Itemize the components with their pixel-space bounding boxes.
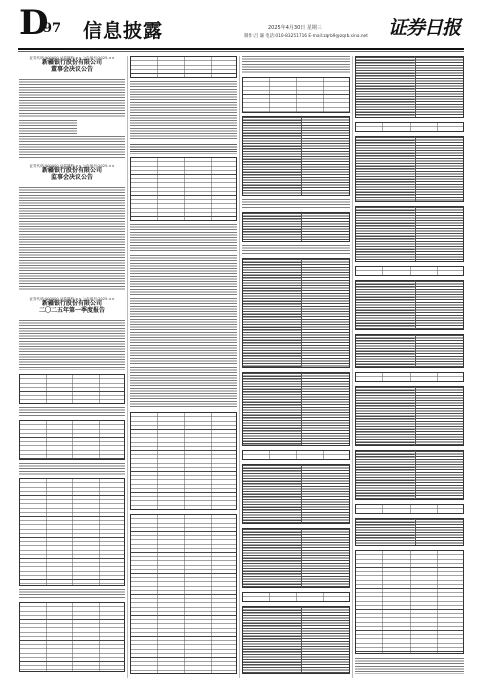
signature-table xyxy=(355,266,464,276)
income-statement-table xyxy=(242,528,350,588)
body-text xyxy=(242,199,350,209)
section-title: 信息披露 xyxy=(83,20,164,42)
stock-code-line: 证券代码:000000 证券简称:×× 公告编号:2025-×× xyxy=(29,164,115,168)
company-name: 新疆银行股份有限公司 xyxy=(41,59,102,67)
body-text xyxy=(130,144,237,154)
balance-sheet-table xyxy=(355,206,464,262)
body-text xyxy=(130,367,237,407)
capital-adequacy-table xyxy=(355,550,464,654)
column-divider xyxy=(127,56,128,678)
signature-table xyxy=(242,450,350,460)
signature-table xyxy=(355,504,464,514)
data-table xyxy=(355,334,464,368)
column-2 xyxy=(130,56,237,678)
body-text xyxy=(19,407,125,417)
stock-code-line: 证券代码:000000 证券简称:×× 公告编号:2025-×× xyxy=(29,56,115,60)
body-text-list xyxy=(19,120,77,134)
data-table xyxy=(355,56,464,118)
notice-title: 监事会决议公告 xyxy=(50,174,93,182)
masthead xyxy=(0,0,484,46)
stock-code-line: 证券代码:000000 证券简称:×× 公告编号:2025-×× xyxy=(29,297,115,301)
body-text xyxy=(19,589,125,599)
body-text xyxy=(130,298,237,364)
column-divider xyxy=(239,56,240,678)
masthead-rule-thin xyxy=(18,51,464,52)
company-name: 新疆银行股份有限公司 xyxy=(41,300,102,308)
balance-sheet-table xyxy=(242,258,350,368)
shareholder-table xyxy=(19,478,125,586)
notice-title: 二〇二五年第一季度报告 xyxy=(38,307,105,315)
column-3 xyxy=(242,56,350,678)
body-text xyxy=(242,245,350,255)
data-table xyxy=(355,518,464,546)
company-name: 新疆银行股份有限公司 xyxy=(41,167,102,175)
data-table xyxy=(19,602,125,672)
body-text xyxy=(130,255,237,295)
financial-table xyxy=(130,157,237,221)
signature-table xyxy=(242,592,350,602)
data-table xyxy=(242,77,350,113)
income-statement-table xyxy=(242,464,350,524)
data-table xyxy=(19,374,125,404)
footnote-text xyxy=(355,658,464,674)
body-text xyxy=(19,463,125,475)
balance-sheet-table xyxy=(242,116,350,196)
cash-flow-table xyxy=(355,386,464,446)
data-table xyxy=(130,56,237,78)
data-table xyxy=(242,212,350,242)
signature-table xyxy=(355,372,464,382)
financial-table xyxy=(130,514,237,674)
notice-header-board xyxy=(19,56,125,74)
financial-table xyxy=(130,412,237,510)
page-letter: D xyxy=(19,3,48,43)
page-number: 97 xyxy=(43,21,62,36)
column-1 xyxy=(19,56,125,678)
signature-table xyxy=(355,122,464,132)
body-text xyxy=(19,187,125,291)
notice-header-quarterly xyxy=(19,297,125,315)
body-text xyxy=(242,56,350,74)
cash-flow-table xyxy=(355,450,464,500)
masthead-rule xyxy=(18,48,464,50)
notice-header-supervisors xyxy=(19,164,125,182)
column-divider xyxy=(352,56,353,678)
balance-sheet-table xyxy=(355,136,464,202)
editor-contact-line: 制作:吕 谦 电话:010-83251716 E-mail:zqrb9@zqrb.sina.net xyxy=(244,34,368,39)
notice-title: 董事会决议公告 xyxy=(50,66,93,74)
newspaper-logo: 证券日报 xyxy=(388,17,461,39)
cash-flow-table xyxy=(242,606,350,674)
body-text xyxy=(130,224,237,252)
data-table xyxy=(19,420,125,460)
body-text xyxy=(19,79,125,117)
balance-sheet-table xyxy=(242,372,350,446)
income-statement-table xyxy=(355,280,464,330)
column-4 xyxy=(355,56,464,678)
date-line: 2025年4月30日 星期三 xyxy=(268,25,322,31)
body-text xyxy=(19,320,125,370)
body-text xyxy=(130,81,237,141)
body-text xyxy=(19,136,125,158)
